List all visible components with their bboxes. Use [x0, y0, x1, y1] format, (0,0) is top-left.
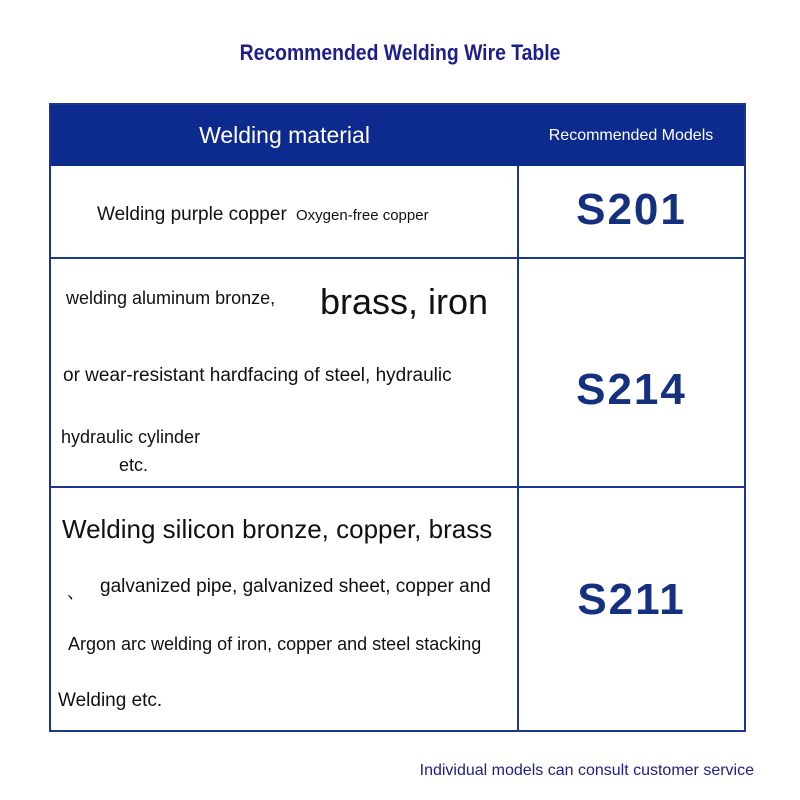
row3-line4: Argon arc welding of iron, copper and steel stacking — [68, 634, 482, 654]
row3-line5: Welding etc. — [58, 690, 163, 711]
page-title: Recommended Welding Wire Table — [239, 40, 561, 65]
row3-line1: Welding silicon bronze, copper, brass — [62, 514, 493, 544]
table-header — [51, 105, 744, 166]
column-divider — [517, 166, 519, 730]
row1-material: Welding purple copper — [97, 204, 287, 225]
header-material: Welding material — [199, 122, 370, 148]
row1-material-note: Oxygen-free copper — [296, 207, 429, 224]
row2-line1: welding aluminum bronze, — [66, 288, 276, 308]
row1-model: S201 — [576, 185, 687, 234]
welding-wire-table — [49, 103, 746, 732]
row3-line3: galvanized pipe, galvanized sheet, copper and — [100, 576, 491, 597]
row2-line2: brass, iron — [320, 281, 489, 322]
row3-model: S211 — [577, 575, 686, 624]
row2-line3: or wear-resistant hardfacing of steel, hydraulic — [63, 365, 452, 386]
row2-line4: hydraulic cylinder — [61, 427, 201, 447]
row2-model: S214 — [576, 365, 687, 414]
row3-line2: 、 — [67, 582, 85, 602]
footer-note: Individual models can consult customer service — [419, 762, 754, 779]
row2-line5: etc. — [119, 455, 149, 475]
row-divider — [51, 486, 744, 488]
header-models: Recommended Models — [548, 126, 714, 144]
row-divider — [51, 257, 744, 259]
